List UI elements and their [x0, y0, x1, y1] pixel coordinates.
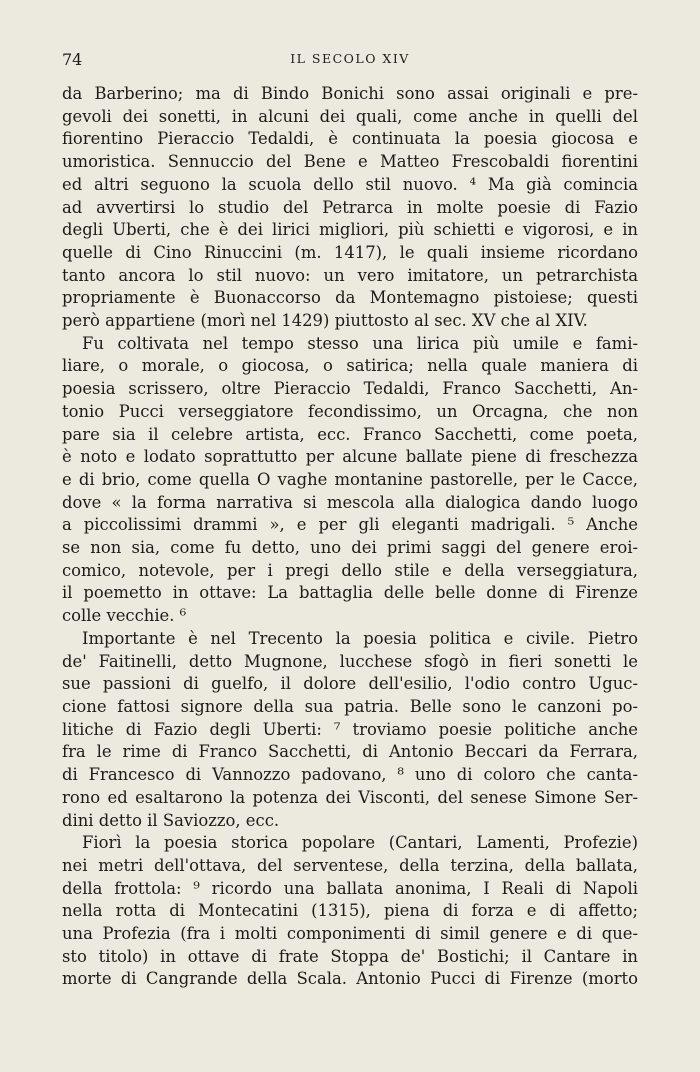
text-line: cione fattosi signore della sua patria. Belle sono le canzoni po-	[62, 696, 638, 716]
text-line: comico, notevole, per i pregi dello stile e della verseggiatura,	[62, 560, 638, 580]
text-line: della frottola: ⁹ ricordo una ballata anonima, I Reali di Napoli	[62, 878, 638, 898]
text-line: però appartiene (morì nel 1429) piuttosto al sec. XV che al XIV.	[62, 311, 588, 331]
text-line: liare, o morale, o giocosa, o satirica; nella quale maniera di	[62, 356, 638, 376]
text-line: quelle di Cino Rinuccini (m. 1417), le quali insieme ricordano	[62, 242, 638, 262]
text-line: colle vecchie. ⁶	[62, 606, 187, 626]
text-line: tonio Pucci verseggiatore fecondissimo, un Orcagna, che non	[62, 401, 638, 421]
page-number: 74	[62, 50, 83, 69]
text-line: ad avvertirsi lo studio del Petrarca in molte poesie di Fazio	[62, 197, 638, 217]
text-line: se non sia, come fu detto, uno dei primi saggi del genere eroi-	[62, 538, 638, 558]
text-line: Fu coltivata nel tempo stesso una lirica più umile e fami-	[82, 333, 638, 353]
text-line: dove « la forma narrativa si mescola alla dialogica dando luogo	[62, 492, 638, 512]
text-line: e di brio, come quella O vaghe montanine pastorelle, per le Cacce,	[62, 469, 638, 489]
text-line: una Profezia (fra i molti componimenti di simil genere e di que-	[62, 924, 638, 944]
text-line: di Francesco di Vannozzo padovano, ⁸ uno di coloro che canta-	[62, 765, 638, 785]
text-line: pare sia il celebre artista, ecc. Franco Sacchetti, come poeta,	[62, 424, 638, 444]
text-line: il poemetto in ottave: La battaglia delle belle donne di Firenze	[62, 583, 638, 603]
body-text	[62, 83, 638, 991]
text-line: degli Uberti, che è dei lirici migliori, più schietti e vigorosi, e in	[62, 220, 638, 240]
text-line: de' Faitinelli, detto Mugnone, lucchese sfogò in fieri sonetti le	[62, 651, 638, 671]
text-line: tanto ancora lo stil nuovo: un vero imitatore, un petrarchista	[62, 265, 638, 285]
text-line: dini detto il Saviozzo, ecc.	[62, 810, 280, 830]
text-line: a piccolissimi drammi », e per gli eleganti madrigali. ⁵ Anche	[62, 515, 638, 535]
text-line: poesia scrissero, oltre Pieraccio Tedaldi, Franco Sacchetti, An-	[62, 379, 638, 399]
text-line: nei metri dell'ottava, del serventese, della terzina, della ballata,	[62, 855, 638, 875]
page-header	[62, 50, 638, 72]
text-line: litiche di Fazio degli Uberti: ⁷ troviamo poesie politiche anche	[62, 719, 638, 739]
text-line: ed altri seguono la scuola dello stil nuovo. ⁴ Ma già comincia	[62, 174, 638, 194]
text-line: rono ed esaltarono la potenza dei Visconti, del senese Simone Ser-	[62, 787, 638, 807]
text-line: morte di Cangrande della Scala. Antonio Pucci di Firenze (morto	[62, 969, 638, 989]
running-head: IL SECOLO XIV	[290, 51, 410, 66]
text-line: fra le rime di Franco Sacchetti, di Antonio Beccari da Ferrara,	[62, 742, 638, 762]
text-line: umoristica. Sennuccio del Bene e Matteo Frescobaldi fiorentini	[62, 152, 638, 172]
text-line: sue passioni di guelfo, il dolore dell'esilio, l'odio contro Uguc-	[62, 674, 638, 694]
text-line: Importante è nel Trecento la poesia politica e civile. Pietro	[82, 628, 638, 648]
text-line: sto titolo) in ottave di frate Stoppa de' Bostichi; il Cantare in	[62, 946, 638, 966]
text-line: nella rotta di Montecatini (1315), piena di forza e di affetto;	[62, 901, 638, 921]
text-line: fiorentino Pieraccio Tedaldi, è continuata la poesia giocosa e	[62, 129, 638, 149]
text-line: è noto e lodato soprattutto per alcune ballate piene di freschezza	[62, 447, 638, 467]
text-line: da Barberino; ma di Bindo Bonichi sono assai originali e pre-	[62, 84, 638, 103]
text-line: Fiorì la poesia storica popolare (Cantari, Lamenti, Profezie)	[82, 833, 638, 853]
text-line: gevoli dei sonetti, in alcuni dei quali, come anche in quelli del	[62, 106, 638, 126]
text-line: propriamente è Buonaccorso da Montemagno pistoiese; questi	[62, 288, 638, 308]
